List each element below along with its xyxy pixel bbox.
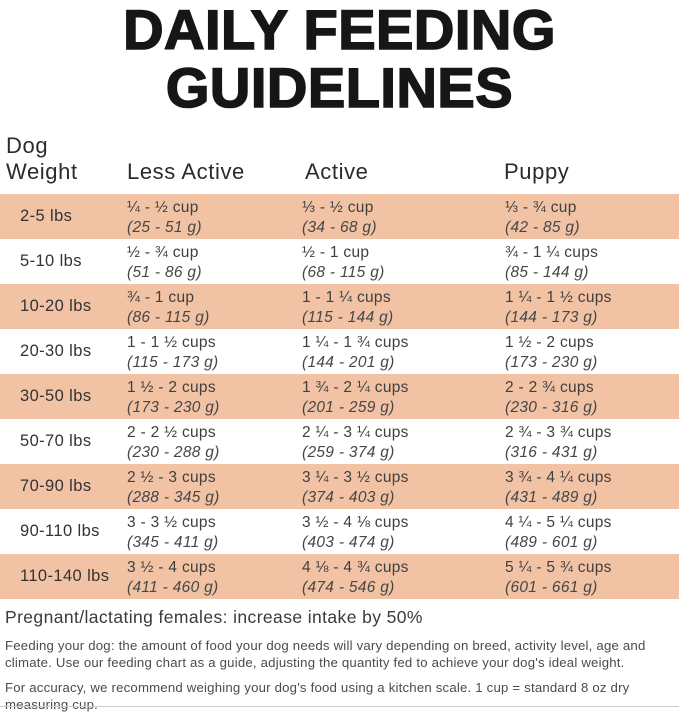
table-row xyxy=(0,464,679,509)
less-active-serving-cell xyxy=(125,239,300,284)
grams-amount: (25 - 51 g) xyxy=(127,219,202,236)
weight-label: 110-140 lbs xyxy=(20,567,110,585)
cups-amount: 2 - 2 ½ cups xyxy=(127,424,216,441)
cups-amount: 2 ¼ - 3 ¼ cups xyxy=(302,424,409,441)
puppy-serving-cell xyxy=(503,284,679,329)
grams-amount: (431 - 489 g) xyxy=(505,489,598,506)
puppy-serving-cell xyxy=(503,554,679,599)
grams-amount: (85 - 144 g) xyxy=(505,264,589,281)
puppy-serving-cell xyxy=(503,239,679,284)
grams-amount: (173 - 230 g) xyxy=(505,354,598,371)
puppy-serving-cell xyxy=(503,329,679,374)
table-row xyxy=(0,554,679,599)
puppy-serving-cell xyxy=(503,419,679,464)
grams-amount: (34 - 68 g) xyxy=(302,219,377,236)
grams-amount: (411 - 460 g) xyxy=(127,579,219,596)
weight-label: 90-110 lbs xyxy=(20,522,100,540)
grams-amount: (474 - 546 g) xyxy=(302,579,395,596)
grams-amount: (345 - 411 g) xyxy=(127,534,219,551)
column-header-dog-weight-line1: Dog xyxy=(6,133,49,158)
less-active-serving-cell xyxy=(125,374,300,419)
grams-amount: (115 - 144 g) xyxy=(302,309,394,326)
less-active-serving-cell xyxy=(125,554,300,599)
weight-label: 2-5 lbs xyxy=(20,207,73,225)
cups-amount: 4 ⅛ - 4 ¾ cups xyxy=(302,559,409,576)
grams-amount: (403 - 474 g) xyxy=(302,534,395,551)
feeding-note-paragraph-2: For accuracy, we recommend weighing your dog's food using a kitchen scale. 1 cup = standard 8 oz dry measuring cup. xyxy=(5,680,630,712)
weight-label: 20-30 lbs xyxy=(20,342,92,360)
active-serving-cell xyxy=(300,284,503,329)
cups-amount: 1 - 1 ¼ cups xyxy=(302,289,391,306)
puppy-serving-cell xyxy=(503,464,679,509)
active-serving-cell xyxy=(300,509,503,554)
column-header-dog-weight-line2: Weight xyxy=(6,159,78,184)
active-serving-cell xyxy=(300,239,503,284)
grams-amount: (374 - 403 g) xyxy=(302,489,395,506)
cups-amount: 2 ¾ - 3 ¾ cups xyxy=(505,424,612,441)
page-title xyxy=(0,0,679,117)
grams-amount: (144 - 173 g) xyxy=(505,309,598,326)
cups-amount: 2 - 2 ¾ cups xyxy=(505,379,594,396)
column-header-active: Active xyxy=(305,159,369,184)
cups-amount: 5 ¼ - 5 ¾ cups xyxy=(505,559,612,576)
cups-amount: 1 ¼ - 1 ½ cups xyxy=(505,289,612,306)
active-serving-cell xyxy=(300,374,503,419)
grams-amount: (68 - 115 g) xyxy=(302,264,385,281)
less-active-serving-cell xyxy=(125,194,300,239)
weight-label: 30-50 lbs xyxy=(20,387,92,405)
feeding-table-body xyxy=(0,194,679,599)
cups-amount: ⅓ - ¾ cup xyxy=(505,199,577,216)
cups-amount: 1 ½ - 2 cups xyxy=(505,334,594,351)
table-row xyxy=(0,194,679,239)
page-title-line2: GUIDELINES xyxy=(165,56,514,119)
grams-amount: (115 - 173 g) xyxy=(127,354,219,371)
table-row xyxy=(0,419,679,464)
grams-amount: (201 - 259 g) xyxy=(302,399,395,416)
cups-amount: 1 ¼ - 1 ¾ cups xyxy=(302,334,409,351)
table-row xyxy=(0,374,679,419)
grams-amount: (489 - 601 g) xyxy=(505,534,598,551)
table-header-row xyxy=(0,133,679,185)
grams-amount: (173 - 230 g) xyxy=(127,399,220,416)
grams-amount: (601 - 661 g) xyxy=(505,579,598,596)
cups-amount: 4 ¼ - 5 ¼ cups xyxy=(505,514,612,531)
column-header-dog-weight xyxy=(0,133,125,185)
weight-label: 10-20 lbs xyxy=(20,297,92,315)
grams-amount: (42 - 85 g) xyxy=(505,219,580,236)
column-header-puppy: Puppy xyxy=(504,159,570,184)
less-active-serving-cell xyxy=(125,329,300,374)
grams-amount: (51 - 86 g) xyxy=(127,264,202,281)
grams-amount: (144 - 201 g) xyxy=(302,354,395,371)
grams-amount: (86 - 115 g) xyxy=(127,309,210,326)
puppy-serving-cell xyxy=(503,374,679,419)
table-row xyxy=(0,239,679,284)
less-active-serving-cell xyxy=(125,509,300,554)
active-serving-cell xyxy=(300,329,503,374)
cups-amount: 3 ¾ - 4 ¼ cups xyxy=(505,469,612,486)
cups-amount: ¾ - 1 ¼ cups xyxy=(505,244,599,261)
puppy-serving-cell xyxy=(503,194,679,239)
cups-amount: ½ - 1 cup xyxy=(302,244,370,261)
less-active-serving-cell xyxy=(125,284,300,329)
cups-amount: 1 ½ - 2 cups xyxy=(127,379,216,396)
grams-amount: (230 - 316 g) xyxy=(505,399,598,416)
puppy-serving-cell xyxy=(503,509,679,554)
cups-amount: 3 - 3 ½ cups xyxy=(127,514,216,531)
cups-amount: 3 ½ - 4 ⅛ cups xyxy=(302,514,409,531)
feeding-note-paragraph-1: Feeding your dog: the amount of food your dog needs will vary depending on breed, activity level, age and climate. Use our feeding chart as a guide, adjusting the quantity fed to achieve your dog's ideal weight. xyxy=(5,638,646,670)
column-header-less-active: Less Active xyxy=(127,159,245,184)
less-active-serving-cell xyxy=(125,464,300,509)
cups-amount: 2 ½ - 3 cups xyxy=(127,469,216,486)
cups-amount: 3 ¼ - 3 ½ cups xyxy=(302,469,409,486)
grams-amount: (288 - 345 g) xyxy=(127,489,220,506)
cups-amount: ⅓ - ½ cup xyxy=(302,199,374,216)
grams-amount: (259 - 374 g) xyxy=(302,444,395,461)
grams-amount: (230 - 288 g) xyxy=(127,444,220,461)
cups-amount: ½ - ¾ cup xyxy=(127,244,199,261)
table-row xyxy=(0,329,679,374)
active-serving-cell xyxy=(300,554,503,599)
cups-amount: 1 ¾ - 2 ¼ cups xyxy=(302,379,409,396)
table-row xyxy=(0,284,679,329)
cups-amount: 1 - 1 ½ cups xyxy=(127,334,216,351)
cups-amount: 3 ½ - 4 cups xyxy=(127,559,216,576)
weight-label: 50-70 lbs xyxy=(20,432,92,450)
table-row xyxy=(0,509,679,554)
weight-label: 70-90 lbs xyxy=(20,477,92,495)
cups-amount: ¾ - 1 cup xyxy=(127,289,195,306)
pregnant-note: Pregnant/lactating females: increase intake by 50% xyxy=(5,607,423,627)
page-title-line1: DAILY FEEDING xyxy=(123,0,556,61)
active-serving-cell xyxy=(300,419,503,464)
less-active-serving-cell xyxy=(125,419,300,464)
cups-amount: ¼ - ½ cup xyxy=(127,199,199,216)
weight-label: 5-10 lbs xyxy=(20,252,82,270)
active-serving-cell xyxy=(300,194,503,239)
grams-amount: (316 - 431 g) xyxy=(505,444,598,461)
active-serving-cell xyxy=(300,464,503,509)
